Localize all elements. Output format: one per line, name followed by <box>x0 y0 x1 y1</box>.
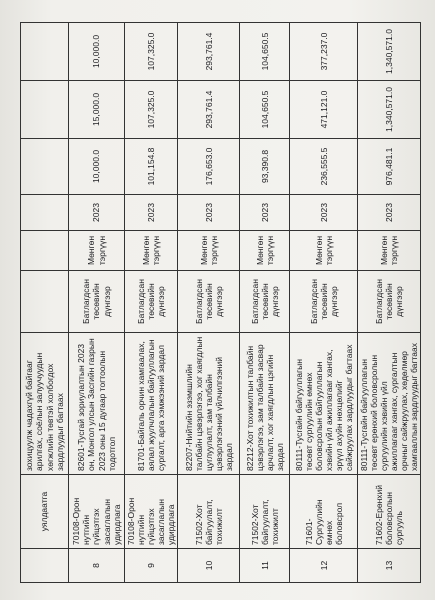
table-row <box>125 23 178 583</box>
value-cell-2: 293,761.4 <box>178 81 240 139</box>
value-cell-2: 1,340,571.0 <box>358 81 421 139</box>
source-cell: Батлагдсан төсөвийн дүнгээр <box>358 271 421 333</box>
header-empty-cell <box>21 271 69 333</box>
program-cell: 71502-Хот байгуулалт, тохижилт <box>240 475 290 549</box>
program-cell: 70108-Орон нутгийн гүйцэтгэх засаглалын удирдлага <box>69 475 125 549</box>
amount-cell: 976,481.1 <box>358 139 421 195</box>
table-row <box>290 23 358 583</box>
header-program-cell: уялдаатга <box>21 475 69 549</box>
amount-cell: 93,390.8 <box>240 139 290 195</box>
header-empty-cell <box>21 81 69 139</box>
description-cell: 82207-Нийтийн эзэмшлийн талбайн цэвэрлэгээ, хог хаягдлын цуглуулалт, зам талбайн цэвэрлэгээний үйлчилгээний зардал <box>178 333 240 475</box>
header-num-cell <box>21 549 69 583</box>
value-cell-2: 15,000.0 <box>69 81 125 139</box>
row-number: 11 <box>240 549 290 583</box>
year-cell: 2023 <box>240 195 290 231</box>
year-cell: 2023 <box>178 195 240 231</box>
value-cell-3: 10,000.0 <box>69 23 125 81</box>
value-cell-3: 107,325.0 <box>125 23 178 81</box>
row-number: 12 <box>290 549 358 583</box>
header-empty-cell <box>21 23 69 81</box>
type-cell: Мөнгөн тэргүүн <box>290 231 358 271</box>
rotated-document-page <box>20 23 420 583</box>
header-empty-cell <box>21 139 69 195</box>
value-cell-3: 377,237.0 <box>290 23 358 81</box>
program-cell: 70108-Орон нутгийн гүйцэтгэх засаглалын удирдлага <box>125 475 178 549</box>
value-cell-2: 107,325.0 <box>125 81 178 139</box>
budget-table <box>20 22 421 583</box>
description-cell: 80111-Тусгайн байгууллагын төсөвт ерөнхий боловсролын сургуулийн хэвийн үйл ажиллагааг хангах, сургалтын орчныг сайжруулах, хөдөлмөр хамгааллын зардлуудыг багтаах <box>358 333 421 475</box>
year-cell: 2023 <box>125 195 178 231</box>
year-cell: 2023 <box>290 195 358 231</box>
source-cell: Батлагдсан төсөвийн дүнгээр <box>178 271 240 333</box>
row-number: 9 <box>125 549 178 583</box>
value-cell-2: 104,650.5 <box>240 81 290 139</box>
source-cell: Батлагдсан төсөвийн дүнгээр <box>125 271 178 333</box>
type-cell: Мөнгөн тэргүүн <box>69 231 125 271</box>
table-row <box>69 23 125 583</box>
program-cell: 71502-Хот байгуулалт, тохижилт <box>178 475 240 549</box>
description-cell: 80111-Тусгайн байгууллагын төсөвт сургуулийн өмнөх боловсролын байгууллагын хэвийн үйл ажиллагааг хангах, эрүүл ахуйн нөхцөлийг сайжруулах зардлуудыг багтаах <box>290 333 358 475</box>
description-cell: 82601-Тусгай зориулалтын 2023 он, Монгол улсын Засгийн газрын 2023 оны 15 дугаар тогтоолын тодотгол <box>69 333 125 475</box>
program-cell: 71602-Ерөнхий боловсролын сургууль <box>358 475 421 549</box>
program-cell: 71601-Сургуулийн өмнөх боловсрол <box>290 475 358 549</box>
value-cell-3: 293,761.4 <box>178 23 240 81</box>
table-row <box>358 23 421 583</box>
amount-cell: 10,000.0 <box>69 139 125 195</box>
header-empty-cell <box>21 195 69 231</box>
type-cell: Мөнгөн тэргүүн <box>240 231 290 271</box>
value-cell-2: 471,121.0 <box>290 81 358 139</box>
header-empty-cell <box>21 231 69 271</box>
type-cell: Мөнгөн тэргүүн <box>178 231 240 271</box>
table-header-row <box>21 23 69 583</box>
year-cell: 2023 <box>358 195 421 231</box>
header-description-cell: зохицуулж чадахгүй байгааг арилгах, соёлын залуучуудын хөгжлийн төвтэй холбогдох зардлуудыг багтаах <box>21 333 69 475</box>
description-cell: 82212-Хот тохижилтын талбайн цэвэрлэгээ, зам талбайн засвар арчлалт, хог хаягдлын цэгийн зардал <box>240 333 290 475</box>
amount-cell: 101,154.8 <box>125 139 178 195</box>
type-cell: Мөнгөн тэргүүн <box>358 231 421 271</box>
value-cell-3: 1,340,571.0 <box>358 23 421 81</box>
description-cell: 81701-Байгаль орчин хамгаалах, аялал жуулчлалын байгууллагын сургалт, арга хэмжээний зардал <box>125 333 178 475</box>
value-cell-3: 104,650.5 <box>240 23 290 81</box>
row-number: 8 <box>69 549 125 583</box>
amount-cell: 236,555.5 <box>290 139 358 195</box>
table-row <box>178 23 240 583</box>
amount-cell: 176,653.0 <box>178 139 240 195</box>
table-row <box>240 23 290 583</box>
source-cell: Батлагдсан төсөвийн дүнгээр <box>240 271 290 333</box>
year-cell: 2023 <box>69 195 125 231</box>
row-number: 10 <box>178 549 240 583</box>
type-cell: Мөнгөн тэргүүн <box>125 231 178 271</box>
source-cell: Батлагдсан төсөвийн дүнгээр <box>290 271 358 333</box>
source-cell: Батлагдсан төсөвийн дүнгээр <box>69 271 125 333</box>
row-number: 13 <box>358 549 421 583</box>
